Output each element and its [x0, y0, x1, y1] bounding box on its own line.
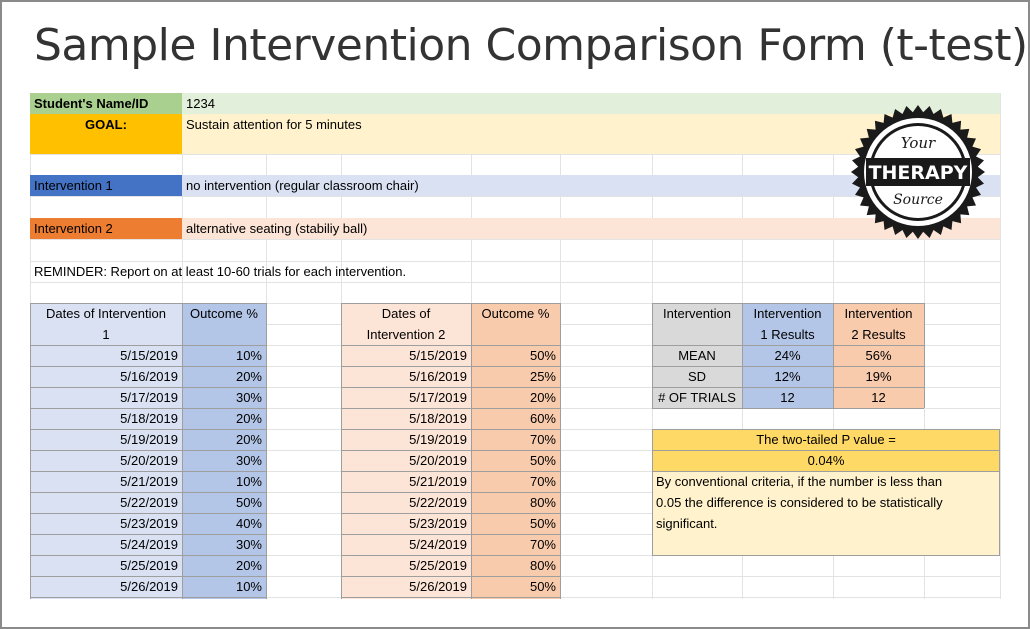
cell-border [30, 429, 266, 430]
table2-outcome-cell[interactable]: 50% [529, 453, 556, 468]
therapy-source-logo [850, 104, 986, 240]
svg-text:Your: Your [900, 134, 936, 152]
table2-outcome-cell[interactable]: 80% [529, 495, 556, 510]
cell-border [341, 597, 560, 598]
cell-border [999, 429, 1000, 555]
table1-outcome-cell[interactable]: 30% [235, 537, 262, 552]
cell-border [341, 303, 342, 599]
pvalue-note-line-3: significant. [656, 516, 718, 531]
table1-outcome-cell[interactable]: 10% [235, 348, 262, 363]
table2-date-cell[interactable]: 5/17/2019 [409, 390, 467, 405]
table2-outcome-cell[interactable]: 60% [529, 411, 556, 426]
table2-date-cell[interactable]: 5/26/2019 [409, 579, 467, 594]
cell-border [341, 303, 560, 304]
results-int2-value: 56% [865, 348, 892, 363]
cell-border [341, 450, 560, 451]
table2-outcome-cell[interactable]: 70% [529, 537, 556, 552]
table1-date-cell[interactable]: 5/22/2019 [120, 495, 178, 510]
pvalue-value: 0.04% [807, 453, 845, 468]
cell-border [652, 303, 924, 304]
table1-date-header-1: Dates of Intervention [46, 306, 166, 321]
table1-date-cell[interactable]: 5/24/2019 [120, 537, 178, 552]
cell-border [341, 429, 560, 430]
cell-border [30, 450, 266, 451]
table1-outcome-cell[interactable]: 30% [235, 390, 262, 405]
table2-outcome-cell[interactable]: 50% [529, 348, 556, 363]
table2-date-cell[interactable]: 5/24/2019 [409, 537, 467, 552]
intervention1-value[interactable]: no intervention (regular classroom chair) [186, 178, 419, 193]
results-row-label: # OF TRIALS [658, 390, 736, 405]
results-int1-value: 12% [774, 369, 801, 384]
table1-outcome-cell[interactable]: 30% [235, 453, 262, 468]
cell-border [30, 534, 266, 535]
cell-border [341, 345, 560, 346]
table2-outcome-cell[interactable]: 20% [529, 390, 556, 405]
results-int1-value: 24% [774, 348, 801, 363]
cell-border [30, 555, 266, 556]
table2-date-cell[interactable]: 5/22/2019 [409, 495, 467, 510]
cell-border [652, 450, 1000, 451]
table2-date-header-1: Dates of [381, 306, 431, 321]
table1-outcome-cell[interactable]: 20% [235, 411, 262, 426]
cell-border [652, 429, 1000, 430]
cell-border [30, 387, 266, 388]
cell-border [652, 555, 1000, 556]
table2-outcome-header: Outcome % [481, 306, 550, 321]
table1-date-cell[interactable]: 5/18/2019 [120, 411, 178, 426]
table1-date-cell[interactable]: 5/19/2019 [120, 432, 178, 447]
table1-outcome-cell[interactable]: 10% [235, 474, 262, 489]
table1-outcome-cell[interactable]: 10% [235, 579, 262, 594]
cell-border [742, 303, 743, 408]
cell-border [30, 408, 266, 409]
cell-border [341, 492, 560, 493]
table2-date-header-2: Intervention 2 [366, 327, 446, 342]
table1-date-cell[interactable]: 5/17/2019 [120, 390, 178, 405]
cell-border [341, 471, 560, 472]
table1-outcome-cell[interactable]: 50% [235, 495, 262, 510]
table2-outcome-cell[interactable]: 70% [529, 474, 556, 489]
results-head-int1-2: 1 Results [760, 327, 815, 342]
results-head-int2-2: 2 Results [851, 327, 906, 342]
results-head-int2-1: Intervention [844, 306, 913, 321]
cell-border [341, 513, 560, 514]
results-row-label: SD [687, 369, 707, 384]
pvalue-label: The two-tailed P value = [756, 432, 896, 447]
gridline-h [30, 282, 1000, 283]
goal-label: GOAL: [85, 117, 127, 132]
table1-date-header-2: 1 [102, 327, 110, 342]
cell-border [30, 513, 266, 514]
table1-outcome-cell[interactable]: 20% [235, 558, 262, 573]
reminder-text: REMINDER: Report on at least 10-60 trials for each intervention. [34, 264, 407, 279]
cell-border [341, 366, 560, 367]
table2-date-cell[interactable]: 5/25/2019 [409, 558, 467, 573]
svg-text:THERAPY: THERAPY [868, 162, 968, 184]
cell-border [341, 555, 560, 556]
cell-border [652, 366, 924, 367]
intervention2-label: Intervention 2 [34, 221, 113, 236]
table1-outcome-header: Outcome % [190, 306, 258, 321]
table2-date-cell[interactable]: 5/19/2019 [409, 432, 467, 447]
table2-date-cell[interactable]: 5/20/2019 [409, 453, 467, 468]
table2-date-cell[interactable]: 5/23/2019 [409, 516, 467, 531]
table1-date-cell[interactable]: 5/26/2019 [120, 579, 178, 594]
table1-date-cell[interactable]: 5/15/2019 [120, 348, 178, 363]
cell-border [652, 429, 653, 555]
cell-border [30, 303, 31, 599]
cell-border [30, 366, 266, 367]
table2-outcome-cell[interactable]: 25% [529, 369, 556, 384]
cell-border [652, 303, 653, 408]
cell-border [652, 408, 924, 409]
goal-value[interactable]: Sustain attention for 5 minutes [186, 117, 362, 132]
table1-outcome-cell[interactable]: 20% [235, 369, 262, 384]
cell-border [30, 597, 266, 598]
page-title: Sample Intervention Comparison Form (t-test) [34, 20, 1028, 71]
pvalue-note-line-1: By conventional criteria, if the number is less than [656, 474, 943, 489]
table2-date-cell[interactable]: 5/18/2019 [409, 411, 467, 426]
results-row-label: MEAN [678, 348, 716, 363]
cell-border [652, 387, 924, 388]
cell-border [652, 471, 1000, 472]
cell-border [182, 303, 183, 599]
cell-border [560, 303, 561, 599]
results-int2-value: 12 [871, 390, 886, 405]
cell-border [266, 303, 267, 599]
table2-date-cell[interactable]: 5/16/2019 [409, 369, 467, 384]
cell-border [341, 534, 560, 535]
cell-border [652, 345, 924, 346]
table2-outcome-cell[interactable]: 70% [529, 432, 556, 447]
gridline-v [1000, 93, 1001, 599]
table1-date-cell[interactable]: 5/21/2019 [120, 474, 178, 489]
table1-date-cell[interactable]: 5/23/2019 [120, 516, 178, 531]
intervention2-value[interactable]: alternative seating (stabiliy ball) [186, 221, 368, 236]
table1-date-cell[interactable]: 5/16/2019 [120, 369, 178, 384]
table1-date-cell[interactable]: 5/25/2019 [120, 558, 178, 573]
results-head-intervention: Intervention [663, 306, 731, 321]
table1-outcome-cell[interactable]: 40% [235, 516, 262, 531]
cell-border [30, 303, 266, 304]
table2-outcome-cell[interactable]: 50% [529, 579, 556, 594]
cell-border [341, 576, 560, 577]
cell-border [924, 303, 925, 408]
student-name-label: Student's Name/ID [34, 96, 149, 111]
cell-border [471, 303, 472, 599]
table1-date-cell[interactable]: 5/20/2019 [120, 453, 178, 468]
table2-date-cell[interactable]: 5/15/2019 [409, 348, 467, 363]
svg-text:Source: Source [893, 192, 943, 208]
student-name-value[interactable]: 1234 [186, 96, 215, 111]
cell-border [833, 303, 834, 408]
table2-outcome-cell[interactable]: 80% [529, 558, 556, 573]
cell-border [30, 492, 266, 493]
cell-border [30, 576, 266, 577]
results-int1-value: 12 [780, 390, 795, 405]
table1-outcome-cell[interactable]: 20% [235, 432, 262, 447]
pvalue-note-line-2: 0.05 the difference is considered to be statistically [656, 495, 943, 510]
cell-border [341, 387, 560, 388]
intervention1-label: Intervention 1 [34, 178, 113, 193]
cell-border [30, 471, 266, 472]
cell-border [341, 408, 560, 409]
results-head-int1-1: Intervention [753, 306, 822, 321]
cell-border [30, 345, 266, 346]
results-int2-value: 19% [865, 369, 892, 384]
table2-date-cell[interactable]: 5/21/2019 [409, 474, 467, 489]
table2-outcome-cell[interactable]: 50% [529, 516, 556, 531]
